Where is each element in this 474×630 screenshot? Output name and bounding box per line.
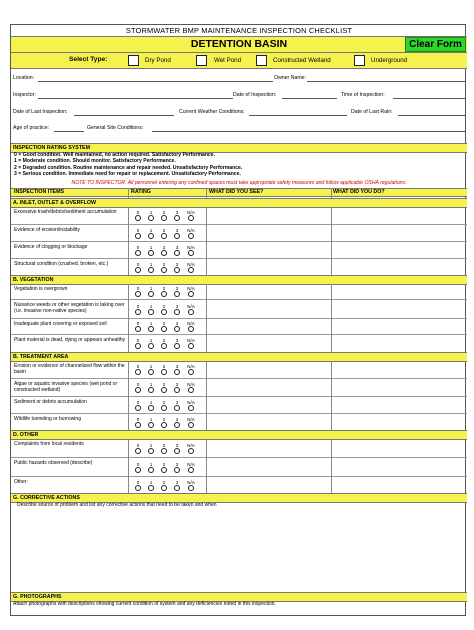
what-see-field[interactable] (207, 414, 331, 431)
inspection-item-label: Algae or aquatic invasive species (wet pond or constructed wetland) (14, 381, 118, 393)
rating-number-label: 3 (175, 262, 179, 267)
rating-radio[interactable] (135, 215, 141, 221)
rating-number-label: 2 (162, 338, 166, 343)
column-divider (128, 361, 129, 431)
form-title: STORMWATER BMP MAINTENANCE INSPECTION CHECKLIST (125, 26, 353, 35)
photographs-instruction: Attach photographs with descriptions showing current condition of system and any deficiencies noted in this inspection. (13, 601, 276, 607)
rating-radio[interactable] (174, 215, 180, 221)
rating-radio[interactable] (188, 467, 194, 473)
rating-radio[interactable] (148, 467, 154, 473)
wet-pond-checkbox[interactable] (196, 55, 207, 66)
general-site-field[interactable] (152, 131, 465, 132)
inspection-item-label: Inadequate plant covering or exposed soil (14, 321, 107, 327)
rating-line: 0 = Good condition. Well maintained, no action required. Satisfactory Performance. (14, 152, 216, 158)
inspection-item-label: Evidence of clogging or blockage (14, 244, 88, 250)
rating-radio[interactable] (188, 215, 194, 221)
inspection-item-label: Wildlife tunneling or burrowing (14, 416, 81, 422)
rating-number-label: 0 (136, 382, 140, 387)
column-divider (128, 284, 129, 353)
owner-name-field[interactable] (307, 81, 465, 82)
rating-radio[interactable] (188, 485, 194, 491)
inspection-item-label: Structural condition (crushed, broken, etc.) (14, 261, 109, 267)
rating-number-label: 3 (175, 461, 179, 467)
what-do-field[interactable] (332, 458, 467, 477)
section-header: B. VEGETATION (11, 275, 467, 285)
current-weather-field[interactable] (249, 115, 347, 116)
owner-name-label: Owner Name: (274, 75, 306, 81)
underground-checkbox[interactable] (354, 55, 365, 66)
rating-radio[interactable] (148, 233, 154, 239)
column-divider (331, 284, 332, 353)
rating-radio[interactable] (174, 467, 180, 473)
rating-radio[interactable] (135, 326, 141, 332)
rating-number-label: N/A (187, 461, 195, 467)
photographs-header: G. PHOTOGRAPHS (11, 592, 467, 602)
rating-line: 2 = Degraded condition. Routine maintenance and repair needed. Unsatisfactory Performance. (14, 164, 243, 171)
rating-number-label: 0 (136, 338, 140, 343)
rating-radio[interactable] (188, 387, 194, 393)
what-see-header: WHAT DID YOU SEE? (209, 189, 264, 195)
rating-radio[interactable] (161, 215, 167, 221)
rating-number-label: N/A (187, 479, 195, 485)
rating-radio[interactable] (188, 405, 194, 411)
rating-radio[interactable] (188, 343, 194, 349)
rating-radio[interactable] (148, 448, 154, 454)
rating-radio[interactable] (174, 422, 180, 428)
rating-number-label: 3 (175, 210, 179, 215)
what-see-field[interactable] (207, 458, 331, 477)
rating-number-label: 2 (162, 303, 166, 309)
rating-radio[interactable] (188, 267, 194, 273)
what-do-field[interactable] (332, 414, 467, 431)
rating-radio[interactable] (174, 250, 180, 256)
rating-radio[interactable] (188, 326, 194, 332)
rating-radio[interactable] (161, 233, 167, 239)
rating-number-label: 2 (162, 442, 166, 448)
rating-radio[interactable] (161, 405, 167, 411)
rating-header: RATING (131, 189, 151, 195)
rating-number-label: N/A (187, 338, 195, 343)
rating-number-label: 2 (162, 210, 166, 215)
rating-radio[interactable] (135, 448, 141, 454)
location-field[interactable] (38, 81, 273, 82)
rating-number-label: N/A (187, 244, 195, 250)
what-do-field[interactable] (332, 335, 467, 353)
rating-radio[interactable] (161, 291, 167, 297)
rating-radio[interactable] (161, 369, 167, 375)
rating-number-label: N/A (187, 399, 195, 405)
rating-number-label: N/A (187, 416, 195, 422)
rating-number-label: 2 (162, 461, 166, 467)
rating-number-label: 3 (175, 364, 179, 369)
rating-number-label: 1 (149, 227, 153, 233)
corrective-actions-field[interactable] (11, 510, 467, 592)
rating-number-label: 1 (149, 244, 153, 250)
rating-number-label: 2 (162, 382, 166, 387)
rating-number-label: 1 (149, 382, 153, 387)
rating-radio[interactable] (161, 485, 167, 491)
column-divider (128, 188, 129, 198)
inspection-item-label: Nuisance weeds or other vegetation is taking over (i.e. invasive non-native species) (14, 302, 125, 314)
rating-number-label: N/A (187, 262, 195, 267)
rating-number-label: 1 (149, 262, 153, 267)
rating-radio[interactable] (148, 267, 154, 273)
rating-line: 3 = Serious condition. Immediate need for repair or replacement. Unsatisfactory Performance. (14, 171, 241, 178)
rating-number-label: 0 (136, 399, 140, 405)
inspection-items-header: INSPECTION ITEMS (14, 189, 65, 195)
rating-radio[interactable] (174, 267, 180, 273)
rating-number-label: N/A (187, 227, 195, 233)
rating-number-label: 0 (136, 210, 140, 215)
what-do-field[interactable] (332, 284, 467, 300)
rating-number-label: 1 (149, 399, 153, 405)
column-divider (206, 284, 207, 353)
what-do-field[interactable] (332, 225, 467, 242)
age-of-practice-field[interactable] (54, 131, 84, 132)
what-see-field[interactable] (207, 284, 331, 300)
what-see-field[interactable] (207, 207, 331, 225)
rating-number-label: 3 (175, 338, 179, 343)
rating-system-header: INSPECTION RATING SYSTEM (11, 143, 467, 153)
what-do-field[interactable] (332, 242, 467, 259)
rating-radio[interactable] (161, 309, 167, 315)
date-of-inspection-label: Date of Inspection: (233, 92, 277, 98)
dry-pond-label: Dry Pond (145, 57, 171, 64)
rating-number-label: 3 (175, 286, 179, 291)
what-do-header: WHAT DID YOU DO? (333, 189, 385, 195)
column-divider (331, 207, 332, 277)
inspection-item-label: Public hazards observed (describe) (14, 460, 93, 466)
rating-number-label: 2 (162, 262, 166, 267)
inspection-item-label: Excessive trash/debris/sediment accumulation (14, 209, 117, 215)
general-site-label: General Site Conditions: (87, 125, 144, 131)
form-subtitle: DETENTION BASIN (190, 38, 288, 50)
rating-radio[interactable] (174, 343, 180, 349)
rating-radio[interactable] (174, 309, 180, 315)
column-divider (206, 439, 207, 494)
rating-number-label: 2 (162, 244, 166, 250)
rating-radio[interactable] (161, 343, 167, 349)
dry-pond-checkbox[interactable] (128, 55, 139, 66)
rating-number-label: 1 (149, 210, 153, 215)
inspection-item-label: Other: (14, 479, 28, 485)
rating-number-label: 2 (162, 321, 166, 326)
rating-radio[interactable] (174, 326, 180, 332)
column-divider (331, 188, 332, 198)
rating-radio[interactable] (135, 467, 141, 473)
rating-number-label: 3 (175, 227, 179, 233)
rating-radio[interactable] (161, 467, 167, 473)
location-label: Location: (13, 75, 35, 81)
rating-radio[interactable] (148, 250, 154, 256)
rating-system-legend (14, 152, 454, 178)
rating-radio[interactable] (135, 369, 141, 375)
time-of-inspection-label: Time of Inspection: (341, 92, 385, 98)
rating-radio[interactable] (174, 485, 180, 491)
inspection-item-label: Complaints from local residents (14, 441, 84, 447)
column-divider (206, 207, 207, 277)
rating-radio[interactable] (174, 387, 180, 393)
rating-radio[interactable] (148, 309, 154, 315)
inspection-item-label: Erosion or evidence of channelized flow within the basin (14, 363, 125, 375)
time-of-inspection-field[interactable] (393, 98, 465, 99)
date-last-inspection-field[interactable] (74, 115, 174, 116)
rating-radio[interactable] (148, 405, 154, 411)
rating-radio[interactable] (188, 369, 194, 375)
current-weather-label: Current Weather Conditions: (179, 109, 245, 115)
rating-radio[interactable] (161, 250, 167, 256)
rating-radio[interactable] (188, 291, 194, 297)
rating-number-label: N/A (187, 442, 195, 448)
what-do-field[interactable] (332, 207, 467, 225)
what-see-field[interactable] (207, 319, 331, 335)
rating-number-label: 2 (162, 286, 166, 291)
rating-number-label: 0 (136, 416, 140, 422)
date-last-rain-label: Date of Last Rain: (351, 109, 393, 115)
rating-radio[interactable] (174, 233, 180, 239)
rating-radio[interactable] (161, 448, 167, 454)
corrective-actions-instruction: Describe source of problem and list any corrective actions that need to be taken and when (17, 502, 217, 508)
rating-number-label: 3 (175, 244, 179, 250)
rating-radio[interactable] (135, 291, 141, 297)
rating-radio[interactable] (148, 343, 154, 349)
rating-radio[interactable] (188, 250, 194, 256)
rating-number-label: 2 (162, 479, 166, 485)
what-see-field[interactable] (207, 242, 331, 259)
what-do-field[interactable] (332, 439, 467, 458)
rating-radio[interactable] (148, 291, 154, 297)
rating-number-label: N/A (187, 321, 195, 326)
rating-radio[interactable] (161, 422, 167, 428)
column-divider (206, 188, 207, 198)
date-last-rain-field[interactable] (398, 115, 465, 116)
rating-number-label: 1 (149, 303, 153, 309)
rating-number-label: 0 (136, 262, 140, 267)
select-type-label: Select Type: (69, 56, 108, 63)
rating-number-label: 3 (175, 399, 179, 405)
rating-radio[interactable] (174, 291, 180, 297)
rating-number-label: 1 (149, 442, 153, 448)
what-do-field[interactable] (332, 319, 467, 335)
rating-radio[interactable] (135, 387, 141, 393)
rating-line: 1 = Moderate condition. Should monitor. Satisfactory Performance. (14, 158, 176, 165)
rating-radio[interactable] (135, 343, 141, 349)
photographs-field[interactable] (11, 609, 467, 616)
rating-radio[interactable] (135, 422, 141, 428)
rating-number-label: 0 (136, 461, 140, 467)
rating-number-label: 2 (162, 227, 166, 233)
rating-number-label: 0 (136, 303, 140, 309)
rating-number-label: 3 (175, 416, 179, 422)
rating-radio[interactable] (135, 250, 141, 256)
rating-radio[interactable] (174, 448, 180, 454)
rating-number-label: 2 (162, 416, 166, 422)
rating-number-label: 2 (162, 364, 166, 369)
rating-number-label: N/A (187, 303, 195, 309)
inspection-item-label: Plant material is dead, dying or appears unhealthy (14, 337, 126, 343)
what-do-field[interactable] (332, 361, 467, 379)
rating-number-label: 3 (175, 321, 179, 326)
date-last-inspection-label: Date of Last Inspection: (13, 109, 68, 115)
what-see-field[interactable] (207, 300, 331, 319)
rating-radio[interactable] (188, 422, 194, 428)
column-divider (206, 361, 207, 431)
rating-radio[interactable] (161, 326, 167, 332)
what-do-field[interactable] (332, 379, 467, 397)
rating-number-label: 3 (175, 382, 179, 387)
rating-radio[interactable] (148, 485, 154, 491)
rating-number-label: 1 (149, 321, 153, 326)
rating-radio[interactable] (161, 387, 167, 393)
inspector-note: NOTE TO INSPECTOR: All personnel entering any confined spaces must take appropriate safety measures and follow applicable OSHA regulations. (71, 180, 407, 186)
what-do-field[interactable] (332, 397, 467, 414)
rating-number-label: 2 (162, 399, 166, 405)
rating-number-label: 0 (136, 321, 140, 326)
inspection-item-label: Vegetation is overgrown (14, 286, 68, 292)
rating-number-label: 1 (149, 479, 153, 485)
rating-radio[interactable] (188, 448, 194, 454)
what-see-field[interactable] (207, 379, 331, 397)
what-see-field[interactable] (207, 397, 331, 414)
rating-number-label: N/A (187, 210, 195, 215)
rating-radio[interactable] (148, 422, 154, 428)
section-header: A. INLET, OUTLET & OVERFLOW (11, 198, 467, 208)
rating-number-label: 1 (149, 416, 153, 422)
rating-radio[interactable] (135, 405, 141, 411)
clear-form-button[interactable]: Clear Form (405, 37, 466, 52)
rating-radio[interactable] (148, 369, 154, 375)
rating-number-label: 0 (136, 479, 140, 485)
rating-radio[interactable] (135, 267, 141, 273)
corrective-actions-header: G. CORRECTIVE ACTIONS (11, 493, 467, 503)
rating-number-label: 3 (175, 442, 179, 448)
rating-radio[interactable] (135, 309, 141, 315)
underground-label: Underground (371, 57, 408, 64)
what-see-field[interactable] (207, 361, 331, 379)
rating-radio[interactable] (174, 405, 180, 411)
date-of-inspection-field[interactable] (282, 98, 337, 99)
constructed-wetland-checkbox[interactable] (256, 55, 267, 66)
inspection-item-label: Evidence of erosion/instability (14, 227, 80, 233)
what-do-field[interactable] (332, 477, 467, 494)
rating-radio[interactable] (188, 233, 194, 239)
rating-radio[interactable] (148, 387, 154, 393)
rating-radio[interactable] (161, 267, 167, 273)
rating-number-label: N/A (187, 382, 195, 387)
rating-number-label: 0 (136, 286, 140, 291)
rating-radio[interactable] (135, 233, 141, 239)
inspection-item-label: Sediment or debris accumulation (14, 399, 87, 405)
inspector-field[interactable] (38, 98, 233, 99)
rating-number-label: 1 (149, 286, 153, 291)
inspection-form (10, 24, 466, 616)
age-of-practice-label: Age of practice: (13, 125, 50, 131)
rating-number-label: 0 (136, 442, 140, 448)
rating-radio[interactable] (148, 215, 154, 221)
rating-number-label: 0 (136, 244, 140, 250)
what-do-field[interactable] (332, 300, 467, 319)
rating-radio[interactable] (148, 326, 154, 332)
wet-pond-label: Wet Pond (214, 57, 242, 64)
section-header: B. TREATMENT AREA (11, 352, 467, 362)
column-divider (331, 439, 332, 494)
rating-number-label: 3 (175, 479, 179, 485)
rating-number-label: 1 (149, 364, 153, 369)
column-divider (331, 361, 332, 431)
section-header: D. OTHER (11, 430, 467, 440)
constructed-wetland-label: Constructed Wetland (273, 57, 331, 64)
inspector-label: Inspector: (13, 92, 36, 98)
rating-number-label: 0 (136, 364, 140, 369)
column-divider (128, 207, 129, 277)
rating-number-label: N/A (187, 286, 195, 291)
column-divider (128, 439, 129, 494)
rating-number-label: 1 (149, 461, 153, 467)
rating-number-label: 1 (149, 338, 153, 343)
what-see-field[interactable] (207, 225, 331, 242)
what-see-field[interactable] (207, 439, 331, 458)
rating-radio[interactable] (135, 485, 141, 491)
rating-number-label: 3 (175, 303, 179, 309)
rating-radio[interactable] (188, 309, 194, 315)
rating-number-label: 0 (136, 227, 140, 233)
rating-number-label: N/A (187, 364, 195, 369)
what-see-field[interactable] (207, 335, 331, 353)
rating-radio[interactable] (174, 369, 180, 375)
what-see-field[interactable] (207, 477, 331, 494)
